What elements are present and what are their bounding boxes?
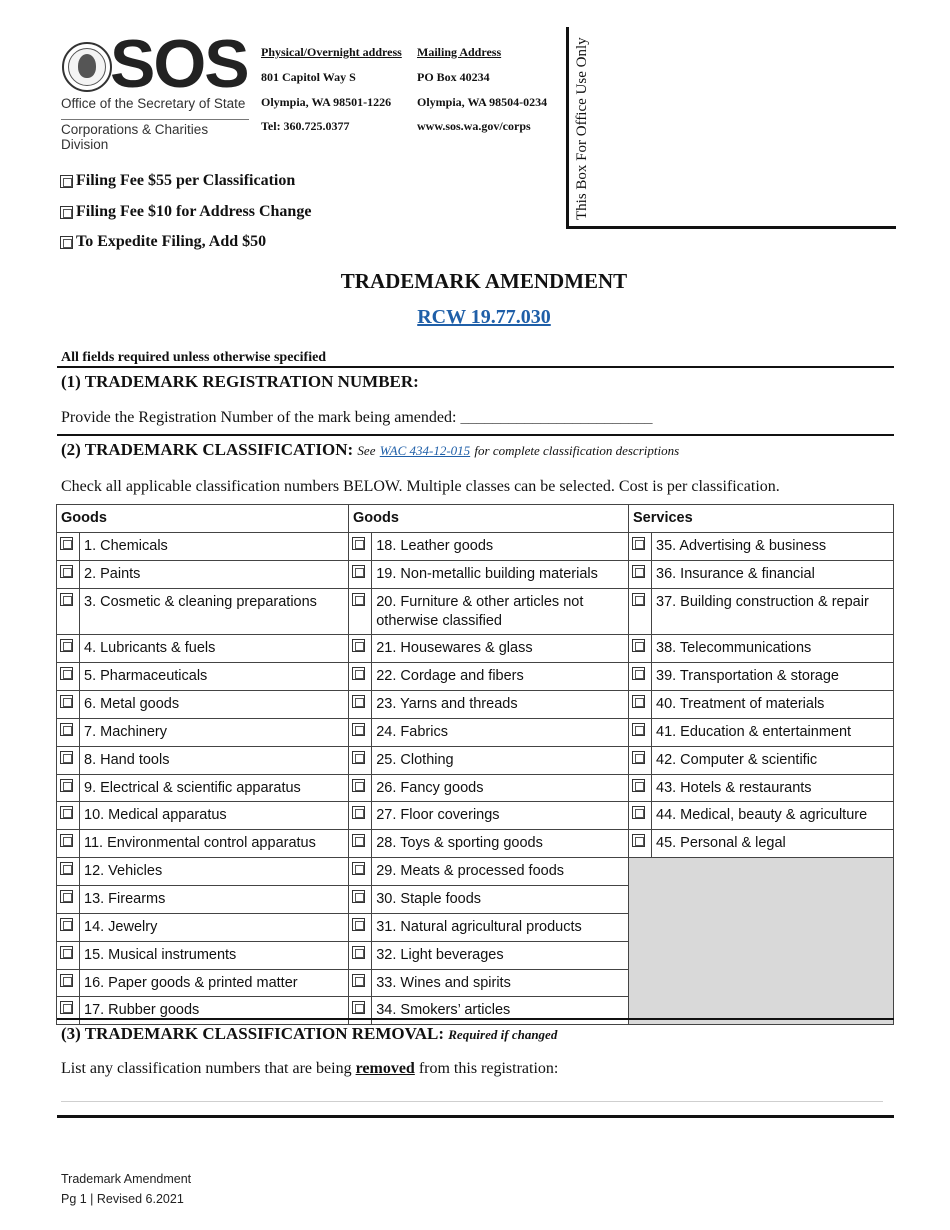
checkbox-cell	[629, 774, 652, 802]
class-checkbox[interactable]	[352, 537, 365, 550]
class-label: 36. Insurance & financial	[652, 560, 894, 588]
checkbox-cell	[349, 941, 372, 969]
physical-address-line1: 801 Capitol Way S	[261, 70, 356, 84]
section1-title: (1) TRADEMARK REGISTRATION NUMBER:	[61, 372, 419, 391]
checkbox-cell	[349, 718, 372, 746]
checkbox-cell	[57, 663, 80, 691]
class-checkbox[interactable]	[60, 834, 73, 847]
divider	[57, 366, 894, 368]
mailing-address-website: www.sos.wa.gov/corps	[417, 119, 531, 133]
class-label: 22. Cordage and fibers	[372, 663, 629, 691]
office-name: Office of the Secretary of State	[61, 96, 246, 111]
checkbox-cell	[57, 533, 80, 561]
checkbox-cell	[349, 997, 372, 1025]
class-checkbox[interactable]	[352, 974, 365, 987]
class-label: 19. Non-metallic building materials	[372, 560, 629, 588]
table-row	[57, 560, 894, 588]
class-checkbox[interactable]	[60, 862, 73, 875]
class-checkbox[interactable]	[60, 890, 73, 903]
class-label: 41. Education & entertainment	[652, 718, 894, 746]
class-label: 7. Machinery	[80, 718, 349, 746]
removal-prompt-emphasis: removed	[355, 1060, 415, 1077]
checkbox-cell	[57, 588, 80, 635]
checkbox-cell	[349, 913, 372, 941]
class-label: 28. Toys & sporting goods	[372, 830, 629, 858]
checkbox-cell	[349, 691, 372, 719]
checkbox-cell	[349, 663, 372, 691]
class-checkbox[interactable]	[60, 946, 73, 959]
classification-table	[56, 504, 894, 1025]
section2-title: (2) TRADEMARK CLASSIFICATION:	[61, 440, 354, 459]
class-label: 37. Building construction & repair	[652, 588, 894, 635]
checkbox-cell	[57, 802, 80, 830]
physical-address-line2: Olympia, WA 98501-1226	[261, 95, 392, 109]
class-label: 2. Paints	[80, 560, 349, 588]
divider	[57, 1018, 894, 1020]
class-label: 44. Medical, beauty & agriculture	[652, 802, 894, 830]
section3-title: (3) TRADEMARK CLASSIFICATION REMOVAL:	[61, 1024, 445, 1043]
class-label: 39. Transportation & storage	[652, 663, 894, 691]
class-checkbox[interactable]	[352, 890, 365, 903]
class-label: 25. Clothing	[372, 746, 629, 774]
checkbox-cell	[629, 588, 652, 635]
fee-classification-label: Filing Fee $55 per Classification	[76, 172, 296, 189]
checkbox-cell	[629, 560, 652, 588]
checkbox-cell	[57, 635, 80, 663]
mailing-address-heading: Mailing Address	[417, 45, 502, 59]
removal-prompt	[61, 1060, 558, 1078]
footer-page-info: Pg 1 | Revised 6.2021	[61, 1192, 184, 1206]
class-label: 35. Advertising & business	[652, 533, 894, 561]
class-label: 23. Yarns and threads	[372, 691, 629, 719]
class-checkbox[interactable]	[60, 593, 73, 606]
checkbox-cell	[629, 746, 652, 774]
checkbox-cell	[57, 691, 80, 719]
removal-prompt-pre: List any classification numbers that are being	[61, 1060, 352, 1077]
wac-link[interactable]: WAC 434-12-015	[379, 443, 471, 458]
registration-number-row	[61, 409, 652, 427]
class-label: 16. Paper goods & printed matter	[80, 969, 349, 997]
class-label: 31. Natural agricultural products	[372, 913, 629, 941]
washington-portrait-icon	[78, 54, 96, 78]
checkbox-cell	[629, 830, 652, 858]
class-checkbox[interactable]	[632, 723, 645, 736]
class-label: 21. Housewares & glass	[372, 635, 629, 663]
class-label: 14. Jewelry	[80, 913, 349, 941]
office-use-box	[566, 27, 896, 229]
class-checkbox[interactable]	[352, 806, 365, 819]
class-checkbox[interactable]	[632, 779, 645, 792]
checkbox-cell	[629, 533, 652, 561]
class-label: 45. Personal & legal	[652, 830, 894, 858]
class-checkbox[interactable]	[632, 834, 645, 847]
class-label: 3. Cosmetic & cleaning preparations	[80, 588, 349, 635]
checkbox-cell	[349, 885, 372, 913]
section2-title-row	[61, 440, 679, 460]
required-fields-note: All fields required unless otherwise specified	[61, 350, 327, 365]
class-label: 10. Medical apparatus	[80, 802, 349, 830]
class-label: 27. Floor coverings	[372, 802, 629, 830]
class-label: 12. Vehicles	[80, 858, 349, 886]
class-checkbox[interactable]	[60, 974, 73, 987]
table-row	[57, 802, 894, 830]
class-label: 18. Leather goods	[372, 533, 629, 561]
checkbox-cell	[57, 858, 80, 886]
class-checkbox[interactable]	[632, 593, 645, 606]
checkbox-cell	[57, 746, 80, 774]
fee-expedite-label: To Expedite Filing, Add $50	[76, 233, 267, 250]
class-label: 32. Light beverages	[372, 941, 629, 969]
blank-shaded-cell	[629, 858, 894, 1025]
table-row	[57, 663, 894, 691]
rcw-link[interactable]: RCW 19.77.030	[417, 306, 551, 328]
class-checkbox[interactable]	[632, 695, 645, 708]
class-label: 24. Fabrics	[372, 718, 629, 746]
class-checkbox[interactable]	[60, 918, 73, 931]
class-label: 33. Wines and spirits	[372, 969, 629, 997]
checkbox-cell	[349, 969, 372, 997]
checkbox-cell	[629, 663, 652, 691]
class-label: 30. Staple foods	[372, 885, 629, 913]
class-checkbox[interactable]	[352, 862, 365, 875]
class-label: 26. Fancy goods	[372, 774, 629, 802]
mailing-address-line2: Olympia, WA 98504-0234	[417, 95, 548, 109]
class-checkbox[interactable]	[352, 667, 365, 680]
checkbox-cell	[629, 635, 652, 663]
fee-address-change-label: Filing Fee $10 for Address Change	[76, 203, 312, 220]
table-row	[57, 858, 894, 886]
class-label: 29. Meats & processed foods	[372, 858, 629, 886]
class-checkbox[interactable]	[60, 667, 73, 680]
physical-address-phone: Tel: 360.725.0377	[261, 119, 350, 133]
physical-address-heading: Physical/Overnight address	[261, 45, 402, 59]
class-label: 5. Pharmaceuticals	[80, 663, 349, 691]
fee-expedite-checkbox[interactable]	[60, 236, 73, 249]
see-tail-text: for complete classification descriptions	[474, 443, 680, 458]
class-label: 38. Telecommunications	[652, 635, 894, 663]
class-checkbox[interactable]	[60, 537, 73, 550]
table-row	[57, 774, 894, 802]
class-checkbox[interactable]	[352, 695, 365, 708]
fee-address-change	[60, 203, 311, 221]
section3-title-row	[61, 1024, 557, 1044]
form-title: TRADEMARK AMENDMENT	[340, 269, 628, 293]
class-label: 17. Rubber goods	[80, 997, 349, 1025]
class-checkbox[interactable]	[352, 751, 365, 764]
checkbox-cell	[349, 533, 372, 561]
class-label: 4. Lubricants & fuels	[80, 635, 349, 663]
see-text: See	[357, 443, 376, 458]
class-checkbox[interactable]	[632, 667, 645, 680]
table-row	[57, 635, 894, 663]
class-checkbox[interactable]	[632, 565, 645, 578]
registration-number-prompt: Provide the Registration Number of the mark being amended:	[61, 409, 457, 426]
class-checkbox[interactable]	[352, 565, 365, 578]
table-row	[57, 718, 894, 746]
checkbox-cell	[349, 858, 372, 886]
table-row	[57, 691, 894, 719]
footer-form-name: Trademark Amendment	[61, 1172, 192, 1186]
checkbox-cell	[57, 941, 80, 969]
checkbox-cell	[629, 718, 652, 746]
column-header-goods: Goods	[349, 505, 629, 533]
checkbox-cell	[349, 746, 372, 774]
class-checkbox[interactable]	[60, 565, 73, 578]
class-checkbox[interactable]	[632, 751, 645, 764]
checkbox-cell	[57, 718, 80, 746]
class-checkbox[interactable]	[632, 639, 645, 652]
class-checkbox[interactable]	[60, 695, 73, 708]
class-checkbox[interactable]	[352, 593, 365, 606]
class-checkbox[interactable]	[60, 779, 73, 792]
fee-classification-checkbox[interactable]	[60, 175, 73, 188]
checkbox-cell	[57, 969, 80, 997]
checkbox-cell	[349, 774, 372, 802]
divider	[57, 1115, 894, 1118]
class-label: 40. Treatment of materials	[652, 691, 894, 719]
checkbox-cell	[629, 691, 652, 719]
class-checkbox[interactable]	[352, 946, 365, 959]
class-label: 9. Electrical & scientific apparatus	[80, 774, 349, 802]
logo-wordmark: SOS	[110, 26, 248, 102]
office-use-label: This Box For Office Use Only	[574, 37, 590, 220]
class-label: 20. Furniture & other articles not otherwise classified	[372, 588, 629, 635]
section3-note: Required if changed	[448, 1027, 558, 1042]
checkbox-cell	[629, 802, 652, 830]
column-header-services: Services	[629, 505, 894, 533]
class-checkbox[interactable]	[352, 1001, 365, 1014]
class-checkbox[interactable]	[352, 639, 365, 652]
checkbox-cell	[349, 560, 372, 588]
class-checkbox[interactable]	[632, 806, 645, 819]
class-checkbox[interactable]	[60, 723, 73, 736]
table-row	[57, 533, 894, 561]
column-header-goods: Goods	[57, 505, 349, 533]
checkbox-cell	[57, 997, 80, 1025]
classification-instructions: Check all applicable classification numbers BELOW. Multiple classes can be selected. Cost is per classification.	[61, 478, 780, 495]
class-checkbox[interactable]	[632, 537, 645, 550]
class-checkbox[interactable]	[60, 1001, 73, 1014]
class-label: 8. Hand tools	[80, 746, 349, 774]
checkbox-cell	[349, 830, 372, 858]
class-label: 15. Musical instruments	[80, 941, 349, 969]
table-row	[57, 588, 894, 635]
table-row	[57, 746, 894, 774]
checkbox-cell	[349, 588, 372, 635]
class-checkbox[interactable]	[352, 723, 365, 736]
checkbox-cell	[57, 885, 80, 913]
class-checkbox[interactable]	[60, 806, 73, 819]
class-label: 34. Smokers’ articles	[372, 997, 629, 1025]
class-label: 6. Metal goods	[80, 691, 349, 719]
checkbox-cell	[57, 830, 80, 858]
fee-expedite	[60, 233, 266, 251]
fee-address-change-checkbox[interactable]	[60, 206, 73, 219]
registration-number-field[interactable]: ________________________	[460, 409, 653, 426]
class-label: 1. Chemicals	[80, 533, 349, 561]
removal-input-line[interactable]	[61, 1101, 883, 1102]
class-label: 42. Computer & scientific	[652, 746, 894, 774]
divider	[57, 434, 894, 436]
checkbox-cell	[57, 560, 80, 588]
checkbox-cell	[349, 802, 372, 830]
class-checkbox[interactable]	[352, 779, 365, 792]
checkbox-cell	[349, 635, 372, 663]
class-checkbox[interactable]	[352, 918, 365, 931]
division-name: Corporations & Charities Division	[61, 119, 249, 152]
class-checkbox[interactable]	[60, 639, 73, 652]
mailing-address-line1: PO Box 40234	[417, 70, 490, 84]
removal-prompt-post: from this registration:	[418, 1060, 559, 1077]
checkbox-cell	[57, 913, 80, 941]
class-label: 43. Hotels & restaurants	[652, 774, 894, 802]
checkbox-cell	[57, 774, 80, 802]
class-checkbox[interactable]	[60, 751, 73, 764]
class-checkbox[interactable]	[352, 834, 365, 847]
fee-classification	[60, 172, 295, 190]
table-row	[57, 830, 894, 858]
class-label: 11. Environmental control apparatus	[80, 830, 349, 858]
class-label: 13. Firearms	[80, 885, 349, 913]
